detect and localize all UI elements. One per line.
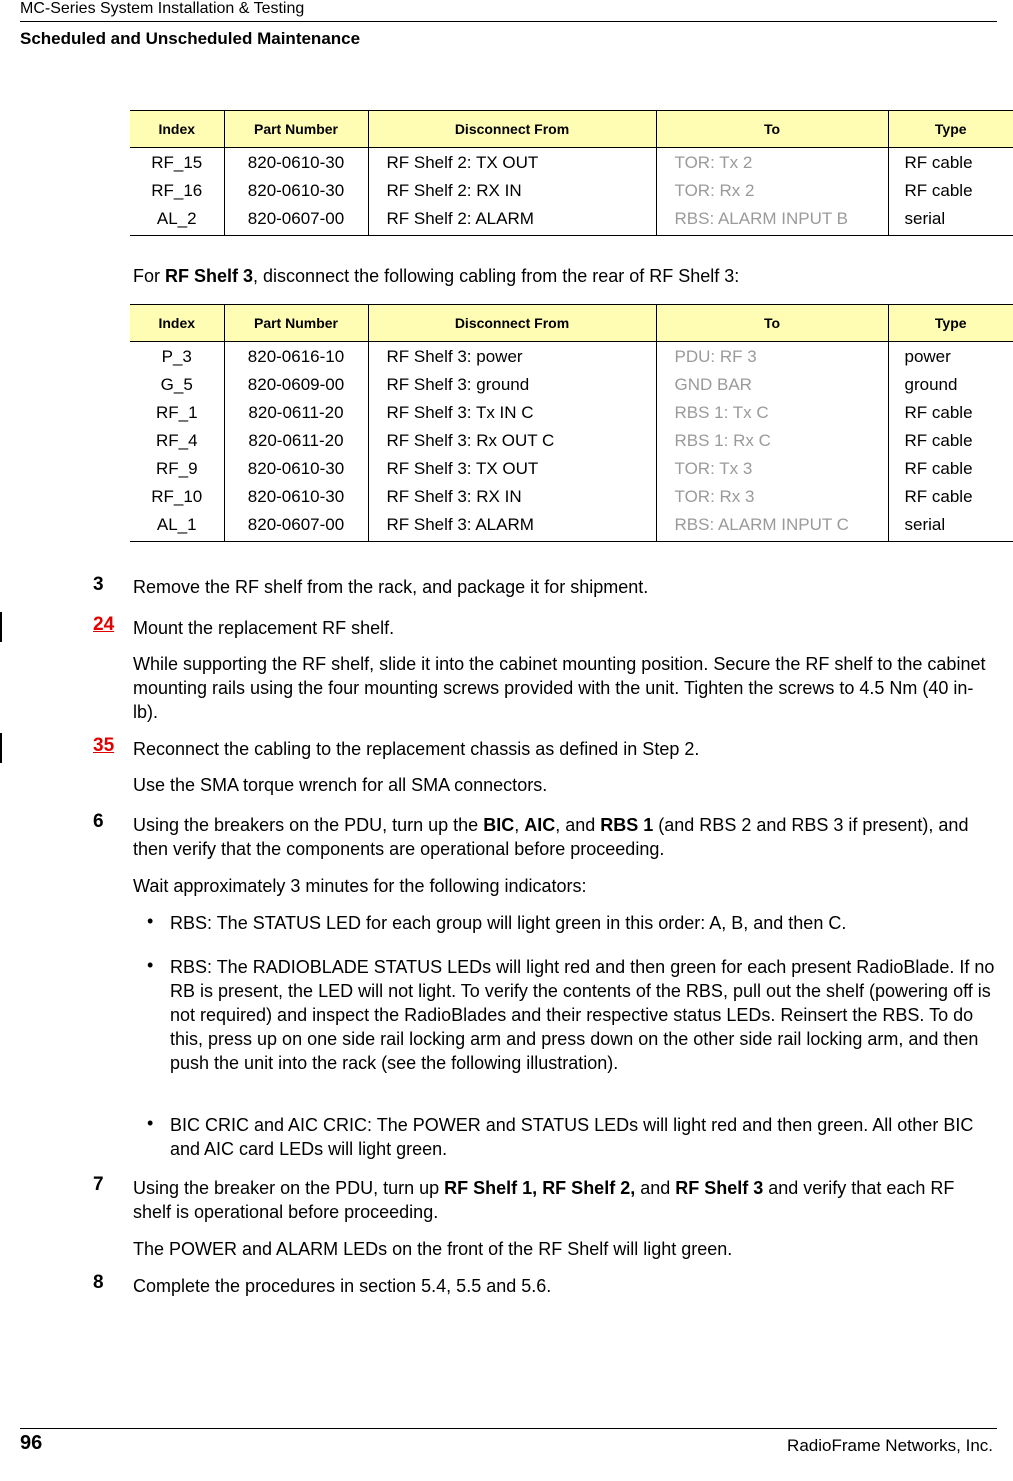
- cell-part-number: 820-0610-30: [224, 483, 368, 511]
- cell-from: RF Shelf 3: power: [368, 342, 656, 372]
- table-row: [130, 399, 1013, 427]
- col-to: To: [656, 305, 888, 342]
- cell-index: RF_4: [155, 431, 198, 450]
- cell-from: RF Shelf 3: TX OUT: [368, 455, 656, 483]
- col-disconnect-from: Disconnect From: [368, 111, 656, 148]
- document-title: MC-Series System Installation & Testing: [20, 0, 305, 17]
- table2-intro: For RF Shelf 3, disconnect the following cabling from the rear of RF Shelf 3:: [133, 266, 740, 286]
- cell-part-number: 820-0607-00: [224, 205, 368, 236]
- cell-index: RF_9: [155, 459, 198, 478]
- cell-to: RBS 1: Rx C: [656, 427, 888, 455]
- cell-part-number: 820-0611-20: [224, 427, 368, 455]
- col-part-number: Part Number: [224, 111, 368, 148]
- table-row: [130, 148, 1013, 178]
- bullet-rbs-status: RBS: The STATUS LED for each group will light green in this order: A, B, and then C.: [170, 913, 847, 933]
- bullet-radioblade-status: RBS: The RADIOBLADE STATUS LEDs will light red and then green for each present RadioBlade. If no RB is present, the LED will not light. To verify the contents of the RBS, pull out the shelf (powering off is not required) and inspect the RadioBlades and their respective status LEDs. Reinsert the RBS. To do this, press up on one side rail locking arm and press down on the other side rail locking arm, and then push the unit into the rack (see the following illustration).: [170, 957, 995, 1073]
- table-header-row: [130, 305, 1013, 342]
- cell-part-number: 820-0611-20: [224, 399, 368, 427]
- table-row: [130, 483, 1013, 511]
- cell-to: RBS: ALARM INPUT B: [656, 205, 888, 236]
- cell-index: P_3: [161, 347, 192, 366]
- step-5-text: Reconnect the cabling to the replacement chassis as defined in Step 2.: [133, 739, 700, 759]
- table-row: [130, 205, 1013, 236]
- table-row: [130, 427, 1013, 455]
- step-3-number: 3: [93, 574, 104, 595]
- cell-type: RF cable: [888, 177, 1013, 205]
- col-type: Type: [888, 305, 1013, 342]
- change-bar: [0, 612, 2, 642]
- cabling-table-rf-shelf-2: [130, 110, 1013, 236]
- step-6-text: Using the breakers on the PDU, turn up the BIC, AIC, and RBS 1 (and RBS 2 and RBS 3 if present), and then verify that the components are operational before proceeding.: [133, 815, 969, 859]
- cell-part-number: 820-0610-30: [224, 177, 368, 205]
- step-4-detail: While supporting the RF shelf, slide it into the cabinet mounting position. Secure the RF shelf to the cabinet mounting rails using the four mounting screws provided with the unit. Tighten the screws to 4.5 Nm (40 in-lb).: [133, 654, 986, 722]
- bullet-dot: •: [147, 955, 154, 975]
- cell-type: power: [888, 342, 1013, 372]
- step-4-number: 24: [93, 614, 115, 635]
- cell-index: AL_2: [130, 205, 224, 236]
- table-row: [130, 511, 1013, 542]
- cell-index: RF_16: [151, 181, 203, 200]
- cell-index: G_5: [160, 375, 193, 394]
- cell-from: RF Shelf 3: RX IN: [368, 483, 656, 511]
- section-title: Scheduled and Unscheduled Maintenance: [20, 29, 361, 48]
- page-number: 96: [20, 1432, 43, 1454]
- bullet-cric-status: BIC CRIC and AIC CRIC: The POWER and STATUS LEDs will light red and then green. All other BIC and AIC card LEDs will light green.: [170, 1115, 974, 1159]
- change-bar: [0, 733, 2, 763]
- cell-to: TOR: Tx 2: [656, 148, 888, 178]
- table-row: [130, 455, 1013, 483]
- cell-to: GND BAR: [656, 371, 888, 399]
- cell-from: RF Shelf 2: TX OUT: [368, 148, 656, 178]
- cell-from: RF Shelf 3: ALARM: [368, 511, 656, 542]
- step-8-text: Complete the procedures in section 5.4, 5.5 and 5.6.: [133, 1276, 552, 1296]
- step-7-text: Using the breaker on the PDU, turn up RF Shelf 1, RF Shelf 2, and RF Shelf 3 and verify that each RF shelf is operational before proceeding.: [133, 1178, 955, 1222]
- col-index: Index: [130, 111, 224, 148]
- cell-from: RF Shelf 2: ALARM: [368, 205, 656, 236]
- step-5-detail: Use the SMA torque wrench for all SMA connectors.: [133, 775, 548, 795]
- company-name: RadioFrame Networks, Inc.: [787, 1436, 993, 1455]
- cell-type: RF cable: [888, 427, 1013, 455]
- cell-index: RF_1: [155, 403, 198, 422]
- cell-index: RF_15: [151, 153, 203, 172]
- cell-type: RF cable: [888, 455, 1013, 483]
- cell-from: RF Shelf 2: RX IN: [368, 177, 656, 205]
- cell-to: TOR: Tx 3: [656, 455, 888, 483]
- col-disconnect-from: Disconnect From: [368, 305, 656, 342]
- cell-type: ground: [888, 371, 1013, 399]
- cell-to: RBS 1: Tx C: [656, 399, 888, 427]
- bullet-dot: •: [147, 1113, 154, 1133]
- table-row: [130, 371, 1013, 399]
- step-7-number: 7: [93, 1174, 104, 1195]
- footer-rule: [20, 1428, 997, 1429]
- header-rule: [20, 21, 997, 22]
- step-8-number: 8: [93, 1272, 104, 1293]
- step-6-number: 6: [93, 811, 104, 832]
- cell-part-number: 820-0610-30: [224, 148, 368, 178]
- cell-part-number: 820-0610-30: [224, 455, 368, 483]
- table-header-row: [130, 111, 1013, 148]
- cell-type: RF cable: [888, 148, 1013, 178]
- col-part-number: Part Number: [224, 305, 368, 342]
- cell-from: RF Shelf 3: ground: [368, 371, 656, 399]
- table-row: [130, 177, 1013, 205]
- step-3-text: Remove the RF shelf from the rack, and package it for shipment.: [133, 577, 649, 597]
- cell-part-number: 820-0607-00: [224, 511, 368, 542]
- cell-to: TOR: Rx 2: [656, 177, 888, 205]
- table-row: [130, 342, 1013, 372]
- cell-to: RBS: ALARM INPUT C: [656, 511, 888, 542]
- cell-from: RF Shelf 3: Rx OUT C: [368, 427, 656, 455]
- step-4-text: Mount the replacement RF shelf.: [133, 618, 395, 638]
- step-5-number: 35: [93, 735, 115, 756]
- col-to: To: [656, 111, 888, 148]
- cell-to: PDU: RF 3: [656, 342, 888, 372]
- cell-part-number: 820-0616-10: [224, 342, 368, 372]
- cell-type: RF cable: [888, 483, 1013, 511]
- cell-to: TOR: Rx 3: [656, 483, 888, 511]
- cell-type: RF cable: [888, 399, 1013, 427]
- col-index: Index: [130, 305, 224, 342]
- cell-index: AL_1: [130, 511, 224, 542]
- bullet-dot: •: [147, 911, 154, 931]
- cell-from: RF Shelf 3: Tx IN C: [368, 399, 656, 427]
- col-type: Type: [888, 111, 1013, 148]
- step-7-detail: The POWER and ALARM LEDs on the front of the RF Shelf will light green.: [133, 1239, 733, 1259]
- cell-part-number: 820-0609-00: [224, 371, 368, 399]
- cabling-table-rf-shelf-3: [130, 304, 1013, 542]
- cell-type: serial: [888, 511, 1013, 542]
- cell-index: RF_10: [151, 487, 203, 506]
- cell-type: serial: [888, 205, 1013, 236]
- step-6-wait: Wait approximately 3 minutes for the following indicators:: [133, 876, 587, 896]
